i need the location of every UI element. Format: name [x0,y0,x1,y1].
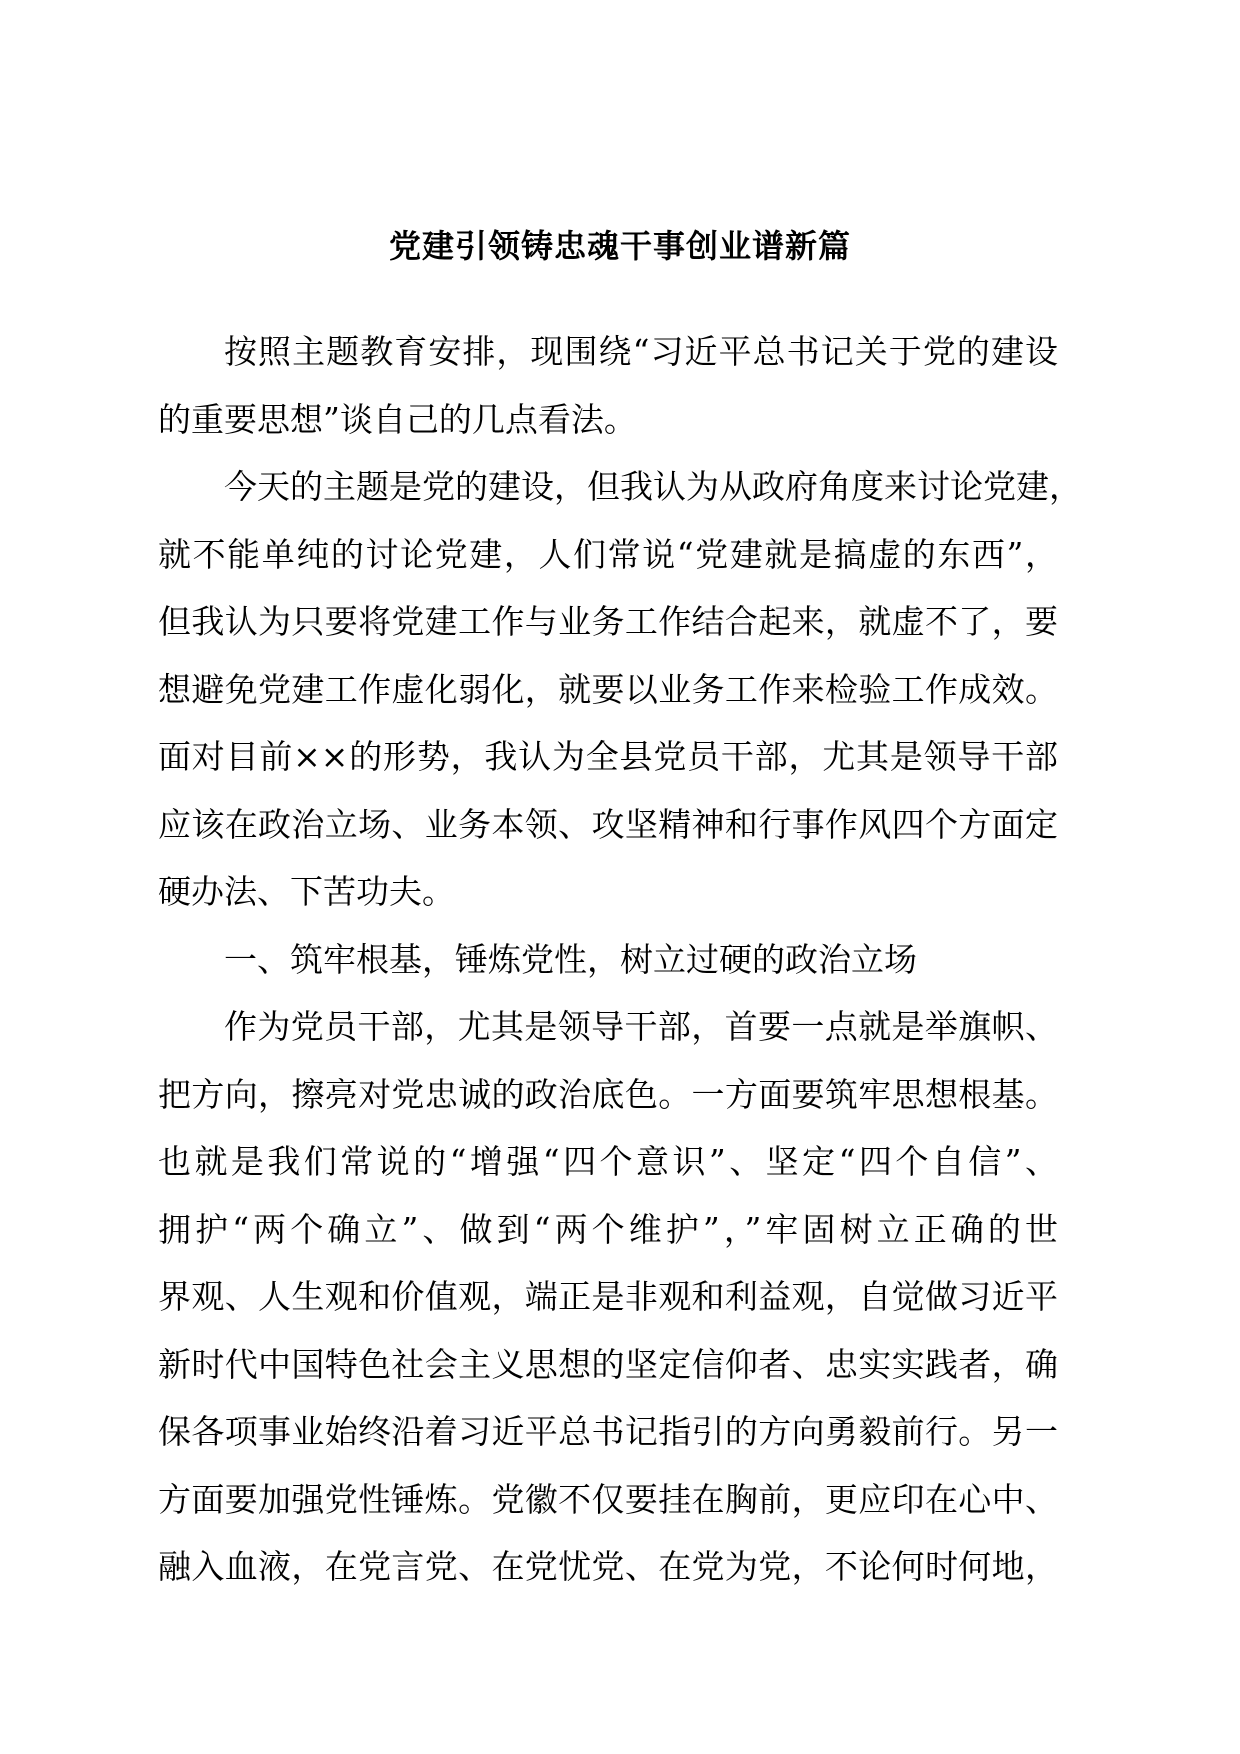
paragraph-theme-line-1: 今天的主题是党的建设，但我认为从政府角度来讨论党建， [224,467,1082,506]
paragraph-theme-line-5: 面对目前××的形势，我认为全县党员干部，尤其是领导干部 [158,737,1058,776]
paragraph-intro-line-2: 的重要思想”谈自己的几点看法。 [158,399,637,439]
paragraph-theme-line-2: 就不能单纯的讨论党建，人们常说“党建就是搞虚的东西”， [158,534,1058,574]
paragraph-section1-line-9: 融入血液，在党言党、在党忧党、在党为党，不论何时何地， [158,1547,1058,1586]
section-heading-1: 一、筑牢根基，锤炼党性，树立过硬的政治立场 [224,939,917,979]
paragraph-theme-line-4: 想避免党建工作虚化弱化，就要以业务工作来检验工作成效。 [158,669,1058,709]
paragraph-section1-line-3: 也就是我们常说的“增强“四个意识”、坚定“四个自信”、 [158,1142,1058,1181]
document-body [158,318,1082,1601]
paragraph-section1-line-1: 作为党员干部，尤其是领导干部，首要一点就是举旗帜、 [224,1007,1058,1046]
paragraph-section1-line-8: 方面要加强党性锤炼。党徽不仅要挂在胸前，更应印在心中、 [158,1479,1058,1519]
paragraph-section1-line-2: 把方向，擦亮对党忠诚的政治底色。一方面要筑牢思想根基。 [158,1074,1058,1114]
paragraph-theme-line-6: 应该在政治立场、业务本领、攻坚精神和行事作风四个方面定 [158,804,1058,844]
paragraph-section1-line-4: 拥护“两个确立”、做到“两个维护”，”牢固树立正确的世 [158,1209,1058,1249]
paragraph-section1-line-5: 界观、人生观和价值观，端正是非观和利益观，自觉做习近平 [158,1277,1058,1316]
paragraph-intro-line-1: 按照主题教育安排，现围绕“习近平总书记关于党的建设 [224,332,1058,371]
paragraph-section1-line-7: 保各项事业始终沿着习近平总书记指引的方向勇毅前行。另一 [158,1412,1058,1451]
paragraph-section1-line-6: 新时代中国特色社会主义思想的坚定信仰者、忠实实践者，确 [158,1344,1058,1384]
document-title: 党建引领铸忠魂干事创业谱新篇 [388,227,851,265]
paragraph-theme-line-7: 硬办法、下苦功夫。 [158,872,455,911]
paragraph-theme-line-3: 但我认为只要将党建工作与业务工作结合起来，就虚不了，要 [158,602,1058,641]
